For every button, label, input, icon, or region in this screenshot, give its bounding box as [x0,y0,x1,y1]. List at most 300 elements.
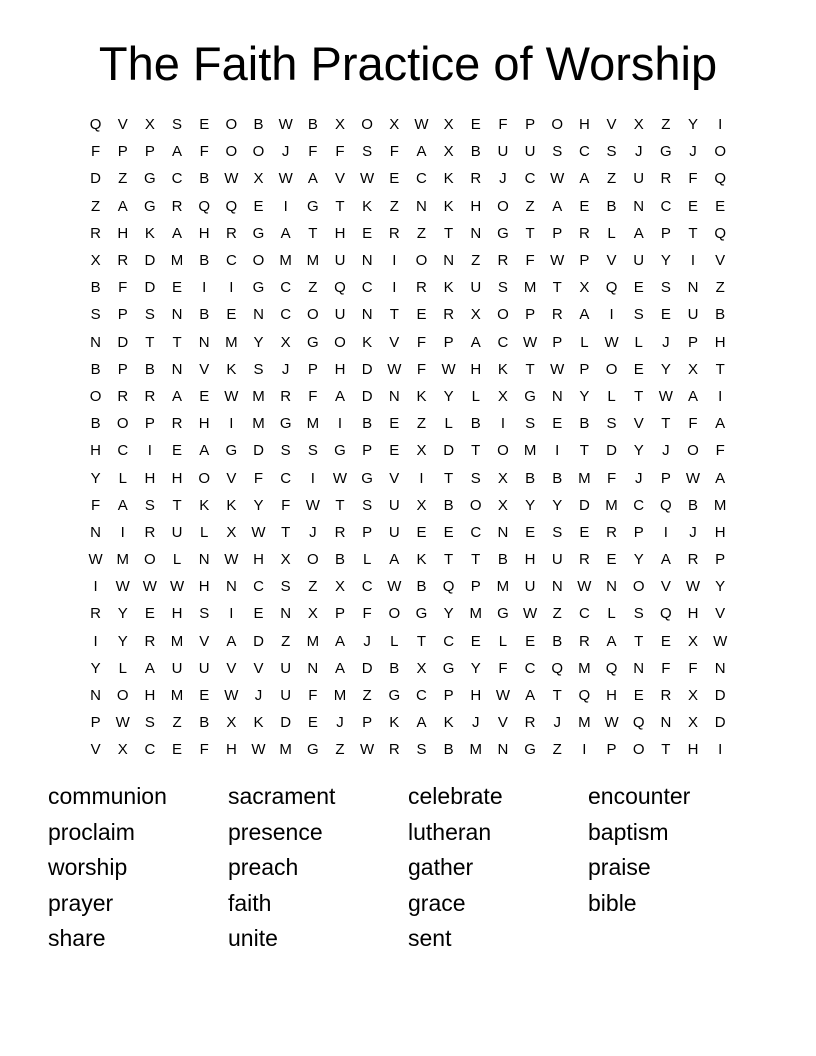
grid-letter: Y [715,578,726,596]
grid-letter: B [307,116,318,134]
grid-letter: P [117,306,128,324]
grid-letter: M [170,252,184,270]
grid-letter: A [172,224,183,242]
grid-letter: T [525,224,535,242]
grid-letter: S [172,116,183,134]
grid-letter: R [660,687,672,705]
grid-letter: F [498,116,508,134]
word-list-item: share [48,925,106,952]
grid-letter: Y [552,496,563,514]
grid-row [82,193,734,220]
grid-letter: E [362,224,373,242]
grid-letter: Y [579,387,590,405]
grid-letter: K [226,496,237,514]
grid-letter: X [470,306,481,324]
grid-letter: O [605,360,618,378]
grid-letter: Z [308,279,318,297]
grid-row [82,437,734,464]
grid-letter: W [251,523,266,541]
grid-letter: A [334,387,345,405]
grid-letter: J [634,469,643,487]
grid-letter: M [279,252,292,270]
grid-letter: I [663,523,668,541]
grid-letter: R [90,224,101,242]
grid-letter: U [388,523,400,541]
grid-row [82,356,734,383]
grid-letter: L [390,632,399,650]
word-list-item: encounter [588,783,691,809]
word-list-item: sacrament [228,783,336,809]
grid-letter: K [362,197,373,215]
grid-letter: I [229,605,234,623]
grid-letter: F [335,143,345,161]
grid-letter: T [688,224,698,242]
grid-letter: K [443,170,454,188]
grid-letter: I [283,197,288,215]
grid-letter: O [361,116,373,134]
grid-letter: D [606,442,617,460]
letter-grid [82,111,734,764]
grid-letter: N [198,333,210,351]
grid-letter: C [280,306,292,324]
grid-letter: T [416,632,427,650]
word-list-item: celebrate [408,783,503,809]
grid-letter: D [714,714,726,732]
grid-letter: A [416,714,427,732]
grid-letter: G [252,224,265,242]
grid-letter: F [90,143,101,161]
grid-letter: G [388,687,401,705]
grid-letter: O [415,252,428,270]
grid-letter: X [280,333,291,351]
grid-letter: J [254,687,263,705]
grid-letter: I [229,415,234,433]
grid-letter: V [389,469,400,487]
grid-letter: K [416,387,427,405]
grid-letter: J [281,360,290,378]
grid-letter: Z [308,578,318,596]
grid-letter: S [525,415,536,433]
grid-letter: J [689,523,697,541]
grid-letter: F [498,659,508,677]
word-list [48,780,768,958]
grid-letter: F [606,469,617,487]
grid-letter: O [144,551,156,569]
grid-letter: G [252,279,265,297]
grid-letter: C [578,143,590,161]
grid-letter: A [660,551,671,569]
grid-letter: X [416,496,427,514]
grid-letter: H [171,469,183,487]
grid-row [82,138,734,165]
grid-letter: W [550,360,565,378]
grid-letter: F [416,360,427,378]
grid-letter: W [550,170,565,188]
grid-letter: W [685,469,701,487]
grid-row [82,220,734,247]
grid-letter: N [361,306,373,324]
grid-letter: X [226,714,237,732]
grid-letter: C [470,523,482,541]
grid-letter: Y [470,659,481,677]
grid-letter: I [93,578,98,596]
grid-letter: S [280,442,291,460]
grid-letter: H [144,469,156,487]
grid-letter: T [444,469,454,487]
grid-letter: B [199,252,210,270]
grid-letter: N [90,523,101,541]
grid-row [82,247,734,274]
grid-letter: P [443,687,454,705]
grid-letter: Z [552,741,562,759]
grid-letter: R [470,170,482,188]
grid-letter: K [443,279,454,297]
grid-letter: S [660,279,671,297]
grid-letter: R [225,224,237,242]
grid-letter: J [281,143,290,161]
grid-letter: Y [253,333,264,351]
grid-letter: N [660,714,672,732]
grid-letter: Q [198,197,211,215]
grid-letter: X [280,551,291,569]
grid-letter: P [90,714,101,732]
grid-letter: A [606,632,617,650]
grid-letter: H [253,551,264,569]
grid-letter: P [144,143,155,161]
word-list-item: faith [228,889,272,916]
grid-letter: O [632,741,645,759]
grid-letter: I [718,387,723,405]
grid-letter: E [416,306,427,324]
grid-letter: E [470,116,481,134]
grid-letter: R [388,224,400,242]
grid-letter: V [117,116,128,134]
grid-letter: B [334,551,345,569]
grid-letter: P [525,306,536,324]
grid-row [82,329,734,356]
grid-letter: H [171,605,183,623]
grid-letter: E [389,442,400,460]
grid-letter: N [280,605,292,623]
grid-letter: M [170,632,184,650]
grid-letter: X [334,578,345,596]
grid-letter: W [522,333,538,351]
grid-letter: E [172,741,183,759]
grid-letter: I [229,279,234,297]
grid-letter: C [660,197,672,215]
grid-letter: U [171,659,183,677]
grid-letter: Z [552,605,562,623]
grid-letter: F [308,143,318,161]
grid-row [82,464,734,491]
grid-letter: M [469,741,483,759]
grid-letter: I [582,741,587,759]
grid-letter: E [307,714,318,732]
grid-letter: Z [172,714,182,732]
grid-letter: B [470,415,481,433]
grid-letter: F [688,415,698,433]
grid-letter: N [470,224,482,242]
grid-letter: Z [416,224,427,242]
word-list-item: bible [588,889,637,916]
grid-letter: G [415,605,428,623]
grid-letter: R [551,306,563,324]
grid-letter: X [307,605,318,623]
grid-letter: L [471,387,480,405]
word-list-item: communion [48,783,167,809]
grid-letter: X [416,659,427,677]
grid-letter: I [120,523,125,541]
grid-letter: U [470,279,482,297]
grid-letter: E [172,442,183,460]
grid-letter: G [334,442,346,460]
grid-letter: A [579,306,590,324]
grid-letter: T [335,197,345,215]
grid-letter: M [523,442,537,460]
grid-letter: W [495,687,510,705]
grid-letter: E [525,632,536,650]
grid-letter: N [307,659,319,677]
grid-letter: V [497,714,508,732]
grid-letter: J [662,442,670,460]
grid-letter: T [661,741,671,759]
grid-letter: A [334,659,345,677]
grid-letter: T [715,360,725,378]
grid-letter: X [497,387,508,405]
grid-letter: K [443,197,454,215]
grid-letter: C [497,333,509,351]
grid-letter: A [470,333,481,351]
grid-letter: L [362,551,372,569]
grid-letter: E [715,197,726,215]
grid-letter: V [715,252,726,270]
grid-letter: L [444,415,453,433]
grid-letter: E [688,197,699,215]
grid-letter: P [525,116,536,134]
grid-letter: N [361,252,373,270]
grid-letter: L [172,551,182,569]
grid-letter: V [199,360,210,378]
grid-letter: C [524,659,536,677]
grid-letter: W [604,333,619,351]
grid-letter: S [552,523,563,541]
grid-letter: G [306,741,319,759]
grid-letter: H [524,551,536,569]
grid-letter: C [361,279,373,297]
grid-letter: K [144,224,155,242]
grid-letter: B [443,496,454,514]
grid-letter: G [225,442,238,460]
grid-letter: B [199,306,210,324]
word-list-item: lutheran [408,818,492,845]
grid-letter: O [497,197,509,215]
grid-letter: I [392,252,397,270]
grid-letter: U [633,252,645,270]
grid-letter: U [334,252,346,270]
grid-letter: N [225,578,237,596]
grid-row [82,628,734,655]
grid-letter: D [361,659,373,677]
grid-letter: N [253,306,264,324]
grid-letter: D [443,442,455,460]
grid-letter: B [443,741,454,759]
grid-letter: B [497,551,508,569]
grid-letter: I [337,415,343,433]
grid-letter: F [525,252,535,270]
grid-letter: T [172,333,182,351]
grid-letter: T [335,496,345,514]
grid-letter: V [226,469,237,487]
grid-letter: O [632,578,645,596]
grid-letter: O [551,116,564,134]
grid-letter: B [144,360,155,378]
grid-letter: T [525,360,535,378]
grid-letter: C [253,578,264,596]
grid-letter: P [660,469,671,487]
grid-letter: P [715,551,726,569]
grid-letter: E [199,687,210,705]
grid-letter: H [225,741,237,759]
grid-letter: M [496,578,510,596]
grid-letter: L [607,605,616,623]
grid-letter: N [388,387,400,405]
word-list-item: worship [48,854,128,881]
grid-letter: W [360,741,375,759]
grid-letter: S [552,143,563,161]
grid-letter: D [361,387,373,405]
grid-row [82,519,734,546]
grid-letter: M [578,659,591,677]
grid-letter: I [419,469,424,487]
grid-letter: G [306,333,319,351]
grid-letter: R [171,415,183,433]
grid-letter: H [90,442,101,460]
grid-letter: Q [442,578,455,596]
grid-letter: X [633,116,644,134]
grid-letter: D [253,632,264,650]
grid-letter: N [551,387,563,405]
grid-letter: A [525,687,536,705]
grid-letter: H [198,578,210,596]
grid-letter: S [90,306,101,324]
grid-letter: J [472,714,480,732]
grid-letter: S [497,279,508,297]
grid-letter: O [116,415,129,433]
grid-letter: H [334,360,346,378]
grid-letter: X [253,170,264,188]
grid-letter: D [144,279,156,297]
grid-letter: X [688,714,699,732]
grid-letter: P [334,605,345,623]
grid-letter: O [252,252,265,270]
grid-letter: V [389,333,400,351]
grid-letter: W [550,252,565,270]
grid-letter: Q [551,659,564,677]
grid-letter: G [144,170,156,188]
grid-letter: F [688,659,698,677]
grid-letter: Y [90,659,101,677]
grid-letter: H [687,741,699,759]
grid-letter: T [579,442,589,460]
grid-letter: U [280,687,292,705]
grid-letter: S [280,578,291,596]
grid-letter: N [171,360,183,378]
grid-letter: O [497,442,509,460]
grid-letter: M [713,496,727,514]
grid-letter: R [606,523,617,541]
grid-letter: W [387,360,402,378]
grid-letter: U [171,523,183,541]
grid-letter: B [90,279,101,297]
grid-letter: Q [660,605,672,623]
grid-letter: R [388,741,400,759]
grid-letter: E [443,523,454,541]
grid-letter: I [147,442,152,460]
grid-letter: N [714,659,726,677]
grid-letter: L [607,224,616,242]
grid-letter: T [552,279,562,297]
grid-letter: Y [443,605,454,623]
grid-letter: L [118,659,127,677]
grid-letter: G [497,605,509,623]
grid-letter: O [388,605,401,623]
grid-letter: U [633,170,645,188]
grid-letter: Z [281,632,291,650]
grid-letter: Z [416,415,427,433]
grid-letter: S [633,605,644,623]
grid-letter: X [226,523,237,541]
grid-letter: V [334,170,345,188]
grid-letter: G [497,224,509,242]
grid-letter: K [443,714,454,732]
grid-letter: W [658,387,673,405]
grid-letter: Y [660,360,671,378]
grid-letter: Y [117,632,128,650]
grid-letter: V [199,632,210,650]
grid-row [82,165,734,192]
grid-row [82,600,734,627]
grid-letter: T [172,496,182,514]
grid-letter: A [633,224,644,242]
grid-letter: C [524,170,536,188]
grid-letter: B [525,469,536,487]
grid-letter: S [633,306,644,324]
grid-letter: N [90,687,101,705]
grid-letter: L [498,632,508,650]
grid-letter: E [172,279,183,297]
grid-letter: Q [89,116,102,134]
grid-letter: W [522,605,538,623]
grid-letter: J [309,523,317,541]
grid-letter: H [144,687,156,705]
grid-letter: N [198,551,210,569]
grid-letter: V [90,741,101,759]
grid-letter: W [414,116,429,134]
grid-letter: T [471,442,481,460]
grid-letter: K [389,714,400,732]
grid-letter: A [715,469,726,487]
grid-letter: Q [605,659,618,677]
grid-letter: Q [605,279,618,297]
grid-letter: J [634,143,643,161]
grid-letter: B [389,659,400,677]
grid-letter: L [634,333,643,351]
grid-letter: B [90,415,101,433]
grid-letter: E [389,415,400,433]
grid-letter: N [633,659,645,677]
grid-letter: F [362,605,372,623]
grid-row [82,709,734,736]
